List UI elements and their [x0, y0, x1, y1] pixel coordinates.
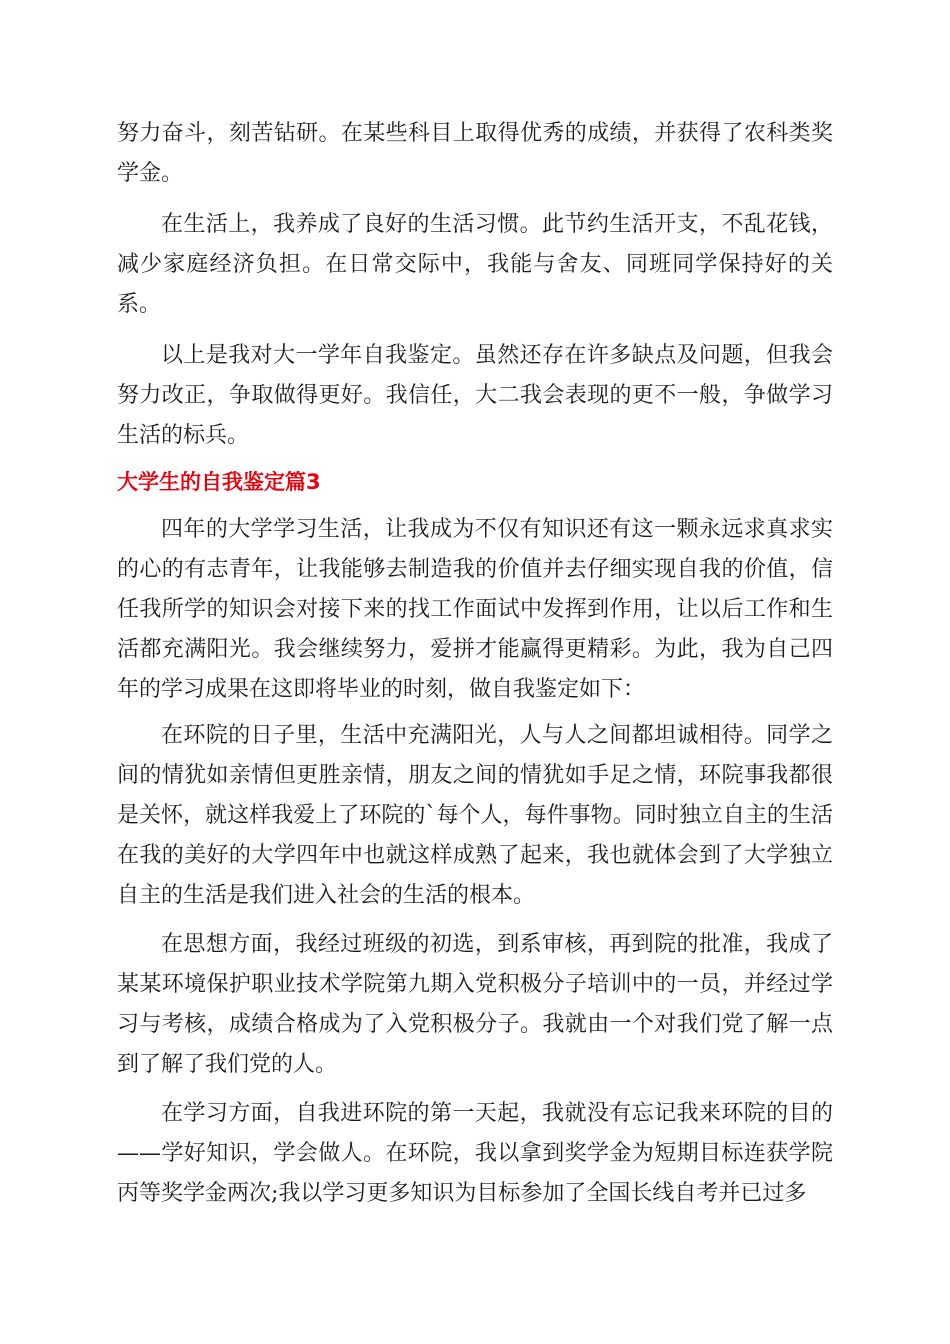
- paragraph-1: 努力奋斗，刻苦钻研。在某些科目上取得优秀的成绩，并获得了农科类奖学金。: [117, 121, 833, 186]
- paragraph-3: 以上是我对大一学年自我鉴定。虽然还存在许多缺点及问题，但我会努力改正，争取做得更好。我信任，大二我会表现的更不一般，争做学习生活的标兵。: [117, 343, 833, 448]
- paragraph-7: 在学习方面，自我进环院的第一天起，我就没有忘记我来环院的目的——学好知识，学会做人。在环院，我以拿到奖学金为短期目标连获学院丙等奖学金两次;我以学习更多知识为目标参加了全国长线自考并已过多: [117, 1101, 833, 1206]
- paragraph-4: 四年的大学学习生活，让我成为不仅有知识还有这一颗永远求真求实的心的有志青年，让我能够去制造我的价值并去仔细实现自我的价值，信任我所学的知识会对接下来的找工作面试中发挥到作用，让以后工作和生活都充满阳光。我会继续努力，爱拼才能赢得更精彩。为此，我为自己四年的学习成果在这即将毕业的时刻，做自我鉴定如下：: [117, 517, 833, 702]
- paragraph-6: 在思想方面，我经过班级的初选，到系审核，再到院的批准，我成了某某环境保护职业技术学院第九期入党积极分子培训中的一员，并经过学习与考核，成绩合格成为了入党积极分子。我就由一个对我们党了解一点到了解了我们党的人。: [117, 932, 833, 1077]
- paragraph-2: 在生活上，我养成了良好的生活习惯。此节约生活开支，不乱花钱，减少家庭经济负担。在日常交际中，我能与舍友、同班同学保持好的关系。: [117, 212, 833, 317]
- paragraph-5: 在环院的日子里，生活中充满阳光，人与人之间都坦诚相待。同学之间的情犹如亲情但更胜亲情，朋友之间的情犹如手足之情，环院事我都很是关怀，就这样我爱上了环院的`每个人，每件事物。同时独立自主的生活在我的美好的大学四年中也就这样成熟了起来，我也就体会到了大学独立自主的生活是我们进入社会的生活的根本。: [117, 723, 833, 908]
- section-heading: 大学生的自我鉴定篇3: [117, 470, 321, 494]
